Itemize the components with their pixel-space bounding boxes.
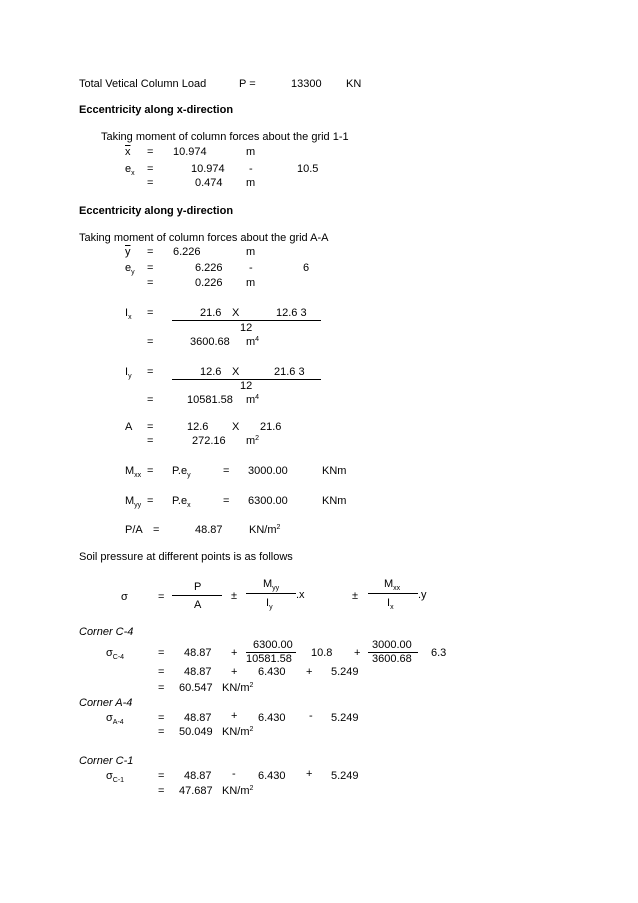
iy-unit: $m^4$ xyxy=(246,394,260,406)
minus-sign: - xyxy=(249,262,253,274)
equals-sign: = xyxy=(147,336,154,348)
iy-denominator: 12 xyxy=(240,380,253,392)
load-unit: KN xyxy=(346,78,362,90)
multiply-sign: X xyxy=(232,366,240,378)
iy-symbol: $I_y$ xyxy=(125,366,132,380)
equals-sign: = xyxy=(147,307,154,319)
equals-sign: = xyxy=(223,495,230,507)
area-term-a: 12.6 xyxy=(187,421,209,433)
ix-result: 3600.68 xyxy=(190,336,230,348)
a4-pa: 48.87 xyxy=(184,712,212,724)
area-symbol: A xyxy=(125,421,133,433)
ex-term-a: 10.974 xyxy=(191,163,225,175)
c4-unit: $KN/m^2$ xyxy=(222,682,254,694)
equals-sign: = xyxy=(147,262,154,274)
equals-sign: = xyxy=(158,682,165,694)
sigma-c1-symbol: $\sigma_{C-1}$ xyxy=(106,770,125,784)
formula-ix: $I_x$ xyxy=(387,597,394,611)
pa-value: 48.87 xyxy=(195,524,223,536)
mxx-symbol: $M_{xx}$ xyxy=(125,465,142,479)
fraction-bar xyxy=(172,595,222,596)
ix-term-a: 21.6 xyxy=(200,307,222,319)
plus-minus-sign: ± xyxy=(352,590,359,602)
plus-sign: + xyxy=(306,768,313,780)
ex-result: 0.474 xyxy=(195,177,223,189)
equals-sign: = xyxy=(147,277,154,289)
c4-y-value: 6.3 xyxy=(431,647,447,659)
sigma-a4-symbol: $\sigma_{A-4}$ xyxy=(106,712,124,726)
iy-result: 10581.58 xyxy=(187,394,233,406)
c1-term-a: 6.430 xyxy=(258,770,286,782)
ix-denominator: 12 xyxy=(240,322,253,334)
minus-sign: - xyxy=(249,163,253,175)
ix-unit: $m^4$ xyxy=(246,336,260,348)
equals-sign: = xyxy=(158,647,165,659)
iy-term-b: 21.6 3 xyxy=(274,366,305,378)
equals-sign: = xyxy=(158,712,165,724)
equals-sign: = xyxy=(223,465,230,477)
unit-m: m xyxy=(246,246,256,258)
myy-value: 6300.00 xyxy=(248,495,288,507)
x-bar-symbol: $\overline{x}$ xyxy=(125,146,131,158)
fraction-bar xyxy=(172,320,321,321)
ey-result: 0.226 xyxy=(195,277,223,289)
plus-sign: + xyxy=(306,666,313,678)
c4-f2-denominator: 3600.68 xyxy=(372,653,412,665)
y-bar-value: 6.226 xyxy=(173,246,201,258)
c4-f1-denominator: 10581.58 xyxy=(246,653,292,665)
equals-sign: = xyxy=(147,495,154,507)
c4-f2-numerator: 3000.00 xyxy=(372,639,412,651)
equals-sign: = xyxy=(158,785,165,797)
sigma-c4-symbol: $\sigma_{C-4}$ xyxy=(106,647,125,661)
formula-dot-x: .x xyxy=(296,589,305,601)
iy-term-a: 12.6 xyxy=(200,366,222,378)
y-direction-heading: Eccentricity along y-direction xyxy=(79,205,234,217)
soil-pressure-text: Soil pressure at different points is as follows xyxy=(79,551,293,563)
c1-pa: 48.87 xyxy=(184,770,212,782)
area-unit: $m^2$ xyxy=(246,435,260,447)
y-moment-text: Taking moment of column forces about the grid A-A xyxy=(79,232,329,244)
myy-unit: KNm xyxy=(322,495,347,507)
c4-x-value: 10.8 xyxy=(311,647,333,659)
load-p-label: P = xyxy=(239,78,256,90)
unit-m: m xyxy=(246,146,256,158)
ey-term-a: 6.226 xyxy=(195,262,223,274)
equals-sign: = xyxy=(158,770,165,782)
x-bar-value: 10.974 xyxy=(173,146,207,158)
c4-row2-b: 5.249 xyxy=(331,666,359,678)
plus-minus-sign: ± xyxy=(231,590,238,602)
c1-unit: $KN/m^2$ xyxy=(222,785,254,797)
sigma-symbol: σ xyxy=(121,591,128,603)
equals-sign: = xyxy=(153,524,160,536)
mxx-value: 3000.00 xyxy=(248,465,288,477)
equals-sign: = xyxy=(147,146,154,158)
myy-symbol: $M_{yy}$ xyxy=(125,495,142,509)
a4-unit: $KN/m^2$ xyxy=(222,726,254,738)
equals-sign: = xyxy=(147,246,154,258)
c4-result: 60.547 xyxy=(179,682,213,694)
ix-symbol: $I_x$ xyxy=(125,307,132,321)
fraction-bar xyxy=(246,593,296,594)
fraction-bar xyxy=(368,593,418,594)
a4-term-b: 5.249 xyxy=(331,712,359,724)
corner-c1-title: Corner C-1 xyxy=(79,755,134,767)
c4-pa: 48.87 xyxy=(184,647,212,659)
equals-sign: = xyxy=(147,366,154,378)
formula-a: A xyxy=(194,599,202,611)
ey-symbol: $e_y$ xyxy=(125,262,135,276)
a4-term-a: 6.430 xyxy=(258,712,286,724)
equals-sign: = xyxy=(147,163,154,175)
area-term-b: 21.6 xyxy=(260,421,282,433)
area-result: 272.16 xyxy=(192,435,226,447)
multiply-sign: X xyxy=(232,307,240,319)
unit-m: m xyxy=(246,177,256,189)
load-value: 13300 xyxy=(291,78,322,90)
c4-f1-numerator: 6300.00 xyxy=(253,639,293,651)
formula-mxx: $M_{xx}$ xyxy=(384,578,401,592)
total-load-label: Total Vetical Column Load xyxy=(79,78,207,90)
x-moment-text: Taking moment of column forces about the grid 1-1 xyxy=(101,131,349,143)
plus-sign: + xyxy=(231,666,238,678)
ix-term-b: 12.6 3 xyxy=(276,307,307,319)
c4-row2-a: 6.430 xyxy=(258,666,286,678)
mxx-expression: $P.e_y$ xyxy=(172,465,191,479)
a4-result: 50.049 xyxy=(179,726,213,738)
minus-sign: - xyxy=(232,768,236,780)
equals-sign: = xyxy=(147,177,154,189)
corner-c4-title: Corner C-4 xyxy=(79,626,134,638)
x-direction-heading: Eccentricity along x-direction xyxy=(79,104,234,116)
plus-sign: + xyxy=(354,647,361,659)
equals-sign: = xyxy=(147,394,154,406)
equals-sign: = xyxy=(147,465,154,477)
formula-dot-y: .y xyxy=(418,589,427,601)
unit-m: m xyxy=(246,277,256,289)
ex-term-b: 10.5 xyxy=(297,163,319,175)
plus-sign: + xyxy=(231,647,238,659)
ey-term-b: 6 xyxy=(303,262,310,274)
formula-iy: $I_y$ xyxy=(266,597,273,611)
plus-sign: + xyxy=(231,710,238,722)
minus-sign: - xyxy=(309,710,313,722)
equals-sign: = xyxy=(158,666,165,678)
pa-unit: $KN/m^2$ xyxy=(249,524,281,536)
pa-label: P/A xyxy=(125,524,143,536)
equals-sign: = xyxy=(147,435,154,447)
mxx-unit: KNm xyxy=(322,465,347,477)
c4-row2-pa: 48.87 xyxy=(184,666,212,678)
corner-a4-title: Corner A-4 xyxy=(79,697,133,709)
equals-sign: = xyxy=(158,591,165,603)
formula-myy: $M_{yy}$ xyxy=(263,578,280,592)
equals-sign: = xyxy=(147,421,154,433)
c1-result: 47.687 xyxy=(179,785,213,797)
equals-sign: = xyxy=(158,726,165,738)
formula-p: P xyxy=(194,581,202,593)
multiply-sign: X xyxy=(232,421,240,433)
myy-expression: $P.e_x$ xyxy=(172,495,191,509)
y-bar-symbol: $\overline{y}$ xyxy=(125,246,131,258)
ex-symbol: $e_x$ xyxy=(125,163,135,177)
c1-term-b: 5.249 xyxy=(331,770,359,782)
